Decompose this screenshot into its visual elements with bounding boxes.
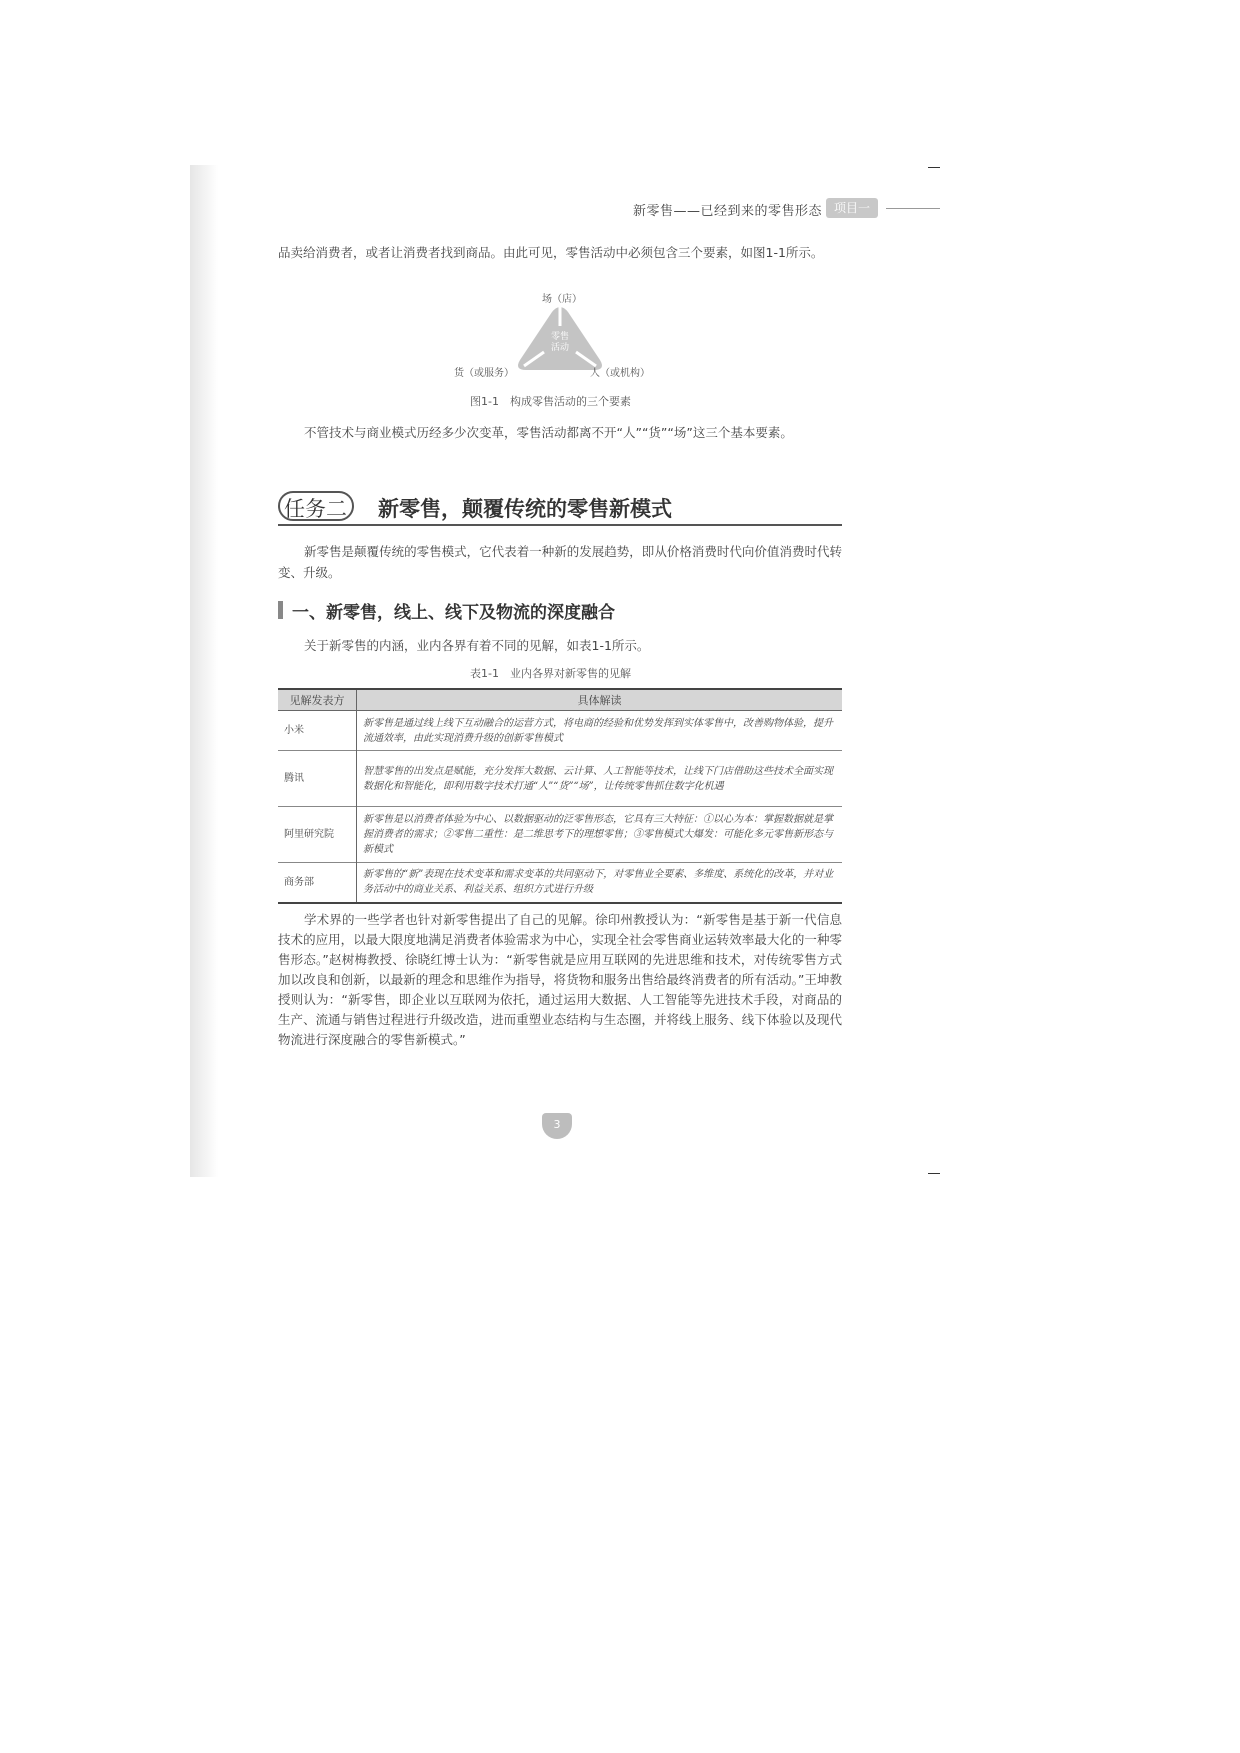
task-heading (278, 489, 842, 527)
figure-retail-elements (440, 290, 680, 382)
table-row (278, 711, 842, 751)
table-cell-source: 小米 (278, 711, 357, 751)
figure-label-right: 人（或机构） (590, 368, 650, 379)
figure-label-left: 货（或服务） (454, 368, 514, 379)
table-intro: 关于新零售的内涵，业内各界有着不同的见解，如表1-1所示。 (304, 638, 650, 653)
table-cell-text: 新零售是以消费者体验为中心、以数据驱动的泛零售形态，它具有三大特征：①以心为本：掌握数据就是掌握消费者的需求；②零售二重性：是二维思考下的理想零售；③零售模式大爆发：可能化多元零售新形态与新模式 (357, 807, 843, 863)
opinions-table (278, 688, 842, 904)
summary-paragraph: 不管技术与商业模式历经多少次变革，零售活动都离不开“人”“货”“场”这三个基本要素。 (304, 425, 793, 440)
table-cell-source: 阿里研究院 (278, 807, 357, 863)
running-head (560, 198, 940, 222)
closing-paragraph: 学术界的一些学者也针对新零售提出了自己的见解。徐印州教授认为：“新零售是基于新一代信息技术的应用，以最大限度地满足消费者体验需求为中心，实现全社会零售商业运转效率最大化的一种零售形态。”赵树梅教授、徐晓红博士认为：“新零售就是应用互联网的先进思维和技术，对传统零售方式加以改良和创新，以最新的理念和思维作为指导，将货物和服务出售给最终消费者的所有活动。”王坤教授则认为：“新零售，即企业以互联网为依托，通过运用大数据、人工智能等先进技术手段，对商品的生产、流通与销售过程进行升级改造，进而重塑业态结构与生态圈，并将线上服务、线下体验以及现代物流进行深度融合的零售新模式。” (278, 912, 842, 1047)
table-row (278, 863, 842, 903)
table-cell-text: 智慧零售的出发点是赋能，充分发挥大数据、云计算、人工智能等技术，让线下门店借助这些技术全面实现数据化和智能化，即利用数字技术打通“人”“货”“场”，让传统零售抓住数字化机遇 (357, 751, 843, 807)
intro-paragraph: 品卖给消费者，或者让消费者找到商品。由此可见，零售活动中必须包含三个要素，如图1-1所示。 (278, 245, 824, 260)
figure-label-center: 零售活动 (550, 332, 569, 353)
task-paragraph: 新零售是颠覆传统的零售模式，它代表着一种新的发展趋势，即从价格消费时代向价值消费时代转变、升级。 (278, 544, 842, 580)
section-marker (278, 601, 283, 619)
table-header-source: 见解发表方 (278, 689, 357, 711)
table-row (278, 807, 842, 863)
figure-label-top: 场（店） (542, 294, 582, 305)
page-number: 3 (542, 1113, 572, 1139)
running-head-rule (886, 208, 940, 209)
task-underline (278, 524, 842, 526)
table-cell-source: 腾讯 (278, 751, 357, 807)
table-cell-text: 新零售的“新”表现在技术变革和需求变革的共同驱动下，对零售业全要素、多维度、系统化的改革，并对业务活动中的商业关系、利益关系、组织方式进行升级 (357, 863, 843, 903)
figure-caption: 图1-1 构成零售活动的三个要素 (470, 395, 631, 408)
table-caption: 表1-1 业内各界对新零售的见解 (470, 667, 631, 680)
table-row (278, 751, 842, 807)
table-cell-text: 新零售是通过线上线下互动融合的运营方式，将电商的经验和优势发挥到实体零售中，改善购物体验，提升流通效率，由此实现消费升级的创新零售模式 (357, 711, 843, 751)
running-head-title: 新零售——已经到来的零售形态 (632, 204, 822, 219)
table-header-interpretation: 具体解读 (357, 689, 843, 711)
project-badge: 项目一 (826, 198, 878, 218)
task-title: 新零售，颠覆传统的零售新模式 (378, 497, 672, 521)
section-title: 一、新零售，线上、线下及物流的深度融合 (292, 603, 615, 623)
task-tag: 任务二 (284, 497, 347, 521)
table-cell-source: 商务部 (278, 863, 357, 903)
table-header-row (278, 689, 842, 711)
section-heading (278, 598, 842, 622)
